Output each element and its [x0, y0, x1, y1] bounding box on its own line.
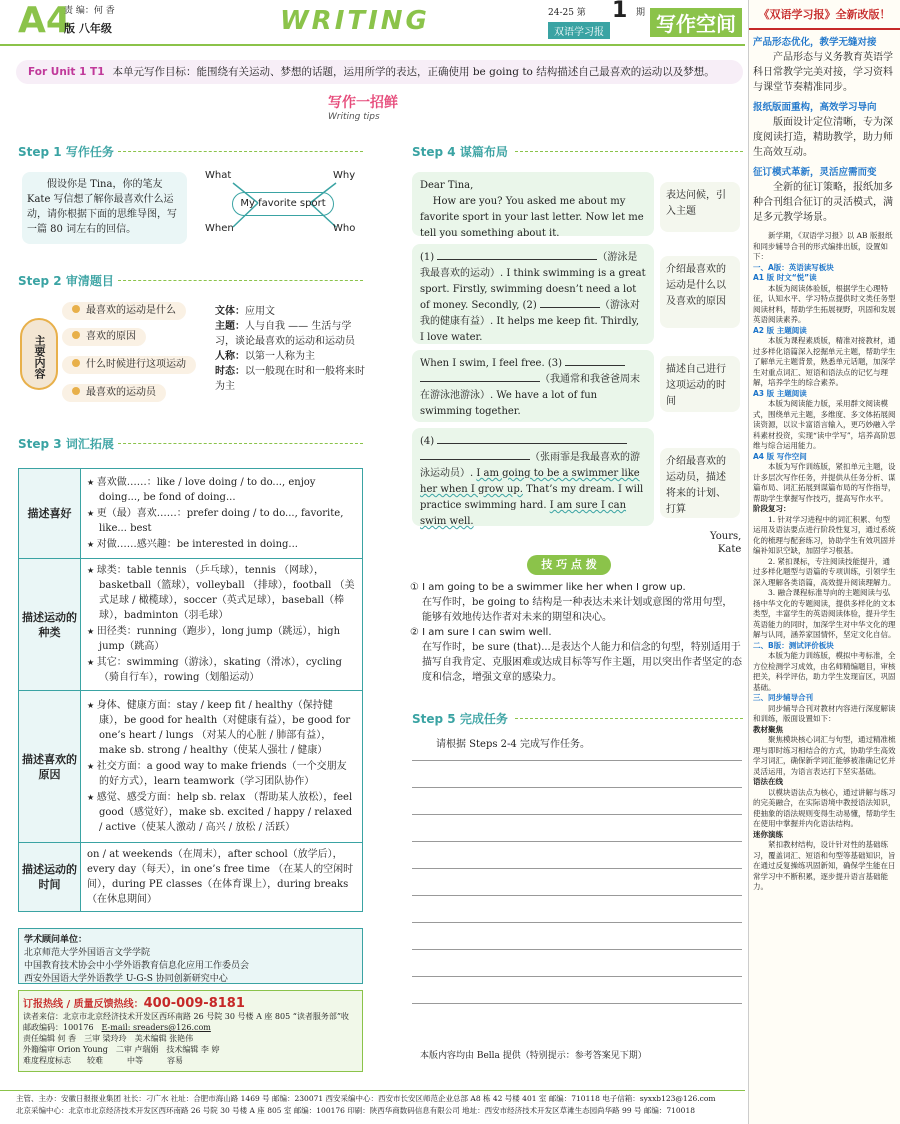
table-row: 描述运动的种类 ★ 球类：table tennis （乒乓球），tennis （网球），basketball（篮球），volleyball （排球），football （美式足球 / 橄榄球），soccer（英式足球），baseball（棒球），badminton（羽毛球） ★ 田径类：running（跑步），long jump（跳远），high jump（跳高） ★ 其它：swimming（游泳），skating（滑冰），cycling（骑自行车），rowing（划船运动）	[19, 559, 363, 691]
skills-body: ① I am going to be a swimmer like her when I grow up. 在写作时，be going to 结构是一种表达未来计划或意图的常用句型，能够有效地传达作者对未来的期望和决心。 ② I am sure I can swim well. 在写作时，be sure (that)...是表达个人能力和信念的句型，特别适用于描写自我肯定、克服困难或达成目标等写作主题，用以突出作者坚定的态度和信念，增强文章的感染力。	[410, 582, 742, 683]
vocab-table	[18, 468, 363, 912]
step1-heading: Step 1 写作任务	[18, 145, 114, 159]
step2-heading: Step 2 审清题目	[18, 274, 114, 288]
issue-number: 1	[612, 0, 628, 23]
row-header: 描述运动的种类	[19, 559, 81, 691]
tips-subtitle: Writing tips	[328, 112, 380, 122]
content-item: 什么时候进行这项运动	[62, 356, 196, 374]
writing-tips-logo	[328, 92, 443, 122]
content-item: 最喜欢的运动员	[62, 384, 166, 402]
divider	[118, 280, 363, 281]
row-header: 描述喜好	[19, 469, 81, 559]
table-row: 描述喜欢的原因 ★ 身体、健康方面：stay / keep fit / healthy（保持健康），be good for health（对健康有益），be good for one’s heart / lungs （对某人的心脏 / 肺部有益），make sb. strong / healthy（使某人强壮 / 健康） ★ 社交方面：a good way to make friends（一个交朋友的好方式），learn teamwork（学习团队协作） ★ 感觉、感受方面：help sb. relax （帮助某人放松），feel good（感觉好），make sb. excited / happy / relaxed / active（使某人激动 / 高兴 / 放松 / 活跃）	[19, 691, 363, 843]
divider	[118, 443, 363, 444]
note-1: 表达问候，引入主题	[660, 182, 740, 232]
step4-heading: Step 4 谋篇布局	[412, 145, 508, 159]
row-header: 描述喜欢的原因	[19, 691, 81, 843]
mind-map-node: When	[205, 223, 234, 234]
table-row: 描述运动的时间 on / at weekends（在周末），after school（放学后），every day（每天），in one’s free time （在某人的空闲时间），during PE classes（在体育课上），during breaks（在休息期间）	[19, 843, 363, 912]
paper-name: 双语学习报	[548, 22, 610, 39]
issue-prefix: 24-25 第	[548, 8, 586, 18]
row-header: 描述运动的时间	[19, 843, 81, 912]
sidebar-notice: 《双语学习报》全新改版！ 产品形态优化，教学无缝对接 产品形态与义务教育英语学科日常教学完美对接，学习资料与课堂节奏精准同步。 报纸版面重构，高效学习导向 版面设计定位清晰，专为深度阅读打造，精助教学，助力师生高效互动。 征订模式革新，灵活应需而变 全新的征订策略，报纸加多种合刊组合征订的灵活模式，满足多元教学场景。 新学期，《双语学习报》以 AB 版报纸和同步辅导合刊的形式编排出版，设置如下： 一、A版：英语读写板块 A1 版 时文“悦”读 本版为阅读体验版，根据学生心理特征，认知水平、学习特点提供时文类任务型阅读材料，帮助学生拓展视野，巩固和发展英语阅读素养。 A2 版 主题阅读 本版为课程素质版，精准对接教材，通过多样化语篇深入挖掘单元主题，帮助学生了解单元主题背景，熟悉单元话题，加深学生对重点词汇、短语和语法点的记忆与理解，培养学生的综合素养。 A3 版 主题阅读 本版为阅读能力版，采用群文阅读模式，围绕单元主题，多维度、多文体拓展阅读资源，以议卡富语言输入，更巧妙融入学科素材投资，实现“读中学写”，培养高阶思维与综合运用能力。 A4 版 写作空间 本版为写作训练版，紧扣单元主题，设计多层次写作任务，并提供从任务分析、谋篇布局、词汇拓展到谋篇布局的写作指导，帮助学生掌握写作技巧，提高写作水平。 阶段复习： 1. 针对学习进程中的词汇积累、句型运用及语法要点进行阶段性复习，通过系统化的梳理与配套练习，协助学生有效巩固并编补知识空缺，加固学习根基。 2. 紧扣课标，专注阅读技能提升，通过多样化题型与语篇的专项训练，引领学生深入理解各类语篇，高效提升阅读理解力。 3. 融合课程标准导向的主题阅读与弘扬中华文化的专题阅读，提供多样化的文本类型，丰富学生的英语阅读体验，提升学生英语能力的同时，加深学生对中华文化的理解与认同，涵养家国情怀，坚定文化自信。 二、B版：测试评价板块 本版为能力训练版，模拟中考标准，全方位检测学习成效，由名师精编题目，审核把关，科学评估，助力学生发现盲区，巩固基础。 三、同步辅导合刊 同步辅导合刊对教材内容进行深度解读和训练，版面设置如下： 教材聚焦 聚焦模块核心词汇与句型，通过精准梳理与即时练习相结合的方式，协助学生高效学习词汇，确保新学词汇能够被准确记忆并灵活运用，为语言表达打下坚实基础。 语法在线 以模块语法点为核心，通过讲解与练习的完美融合，在实际语境中教授语法知识，使抽象的语法规则变得生动易懂，帮助学生在使用中掌握并内化语法结构。 迷你演练 紧扣教材结构，设计针对性的基础练习，覆盖词汇、短语和句型等基础知识，旨在通过反复操练巩固新知，确保学生能在日常学习中不断积累，逐步提升语言基础能力。	[748, 0, 900, 1124]
letter-para-3: (4) （张雨霏是我最喜欢的游泳运动员）. I am going to be a swimmer like her when I grow up. That’s my dream. I will practice swimming hard. I am sure I can swim well.	[412, 428, 654, 526]
unit-goal: 本单元写作目标：能围绕有关运动、梦想的话题，运用所学的表达，正确使用 be going to 结构描述自己最喜欢的运动以及梦想。	[112, 66, 715, 78]
note-4: 介绍最喜欢的运动员，描述将来的计划、打算	[660, 448, 740, 518]
tips-title: 写作一招鲜	[328, 95, 398, 111]
table-row: 描述喜好 ★ 喜欢做……：like / love doing / to do..., enjoy doing..., be fond of doing... ★ 更（最）喜欢……：prefer doing / to do..., favorite, like... best ★ 对做……感兴趣：be interested in doing...	[19, 469, 363, 559]
page-number: A4	[18, 0, 71, 41]
skills-title: 技 巧 点 拨	[527, 555, 611, 575]
mind-map-node: What	[205, 170, 232, 181]
step5-heading: Step 5 完成任务	[412, 712, 508, 726]
unit-label: For Unit 1 T1	[28, 66, 105, 78]
writing-lines[interactable]	[412, 760, 742, 1030]
content-item: 最喜欢的运动是什么	[62, 302, 186, 320]
content-credit: 本版内容均由 Bella 提供（特别提示：参考答案见下期）	[420, 1051, 647, 1061]
page-header	[0, 0, 745, 46]
mind-map-node: Why	[333, 170, 356, 181]
letter-para-2: When I swim, I feel free. (3) （我通常和我爸爸周末在游泳池游泳）. We have a lot of fun swimming together.	[412, 350, 654, 422]
hotline-number: 400-009-8181	[143, 996, 245, 1011]
page-footer: 主管、主办：安徽日报报业集团 社长：刁广水 社址：合肥市海山路 1469 号 邮编：230071 西安采编中心：西安市长安区师范企业总部 A8 栋 42 号楼 401 室 邮编：710118 电子信箱：syxxb123@126.com 北京采编中心：北京市北京经济技术开发区西环南路 26 号院 30 号楼 A 座 805 室 邮编：100176 印刷：陕西华商数码信息有限公司 地址：西安市经济技术开发区草滩生态园尚华路 99 号 邮编：710018	[0, 1090, 745, 1124]
step1-task: 假设你是 Tina，你的笔友 Kate 写信想了解你最喜欢什么运动，请你根据下面的思维导图，写一篇 80 词左右的回信。	[22, 172, 187, 244]
editor: 责 编：何 香	[64, 6, 115, 16]
divider	[515, 718, 743, 719]
letter-opening: Dear Tina, How are you? You asked me about my favorite sport in your last letter. Now let me tell you something about it.	[412, 172, 654, 236]
note-2: 介绍最喜欢的运动是什么以及喜欢的原因	[660, 256, 740, 328]
academic-advisors: 学术顾问单位： 北京师范大学外国语言文学学院 中国教育技术协会中小学外语教育信息化应用工作委员会 西安外国语大学外语教学 U-G-S 协同创新研究中心	[18, 928, 363, 984]
unit-goal-bar	[16, 60, 743, 84]
task-analysis: 文体：应用文 主题：人与自我 —— 生活与学习，谈论最喜欢的运动和运动员 人称：以第一人称为主 时态：以一般现在时和一般将来时为主	[215, 306, 365, 392]
content-item: 喜欢的原因	[62, 328, 146, 346]
hotline-box: 订报热线 / 质量反馈热线：400-009-8181 读者来信：北京市北京经济技术开发区西环南路 26 号院 30 号楼 A 座 805 “读者服务部”收 邮政编码：100176 E-mail: sreaders@126.com 责任编辑 何 香 三审 梁玲玲 美术编辑 张艳伟 外籍编审 Orion Young 二审 卢瑞娟 技术编辑 李 婷 难度程度标志 较难 中等 容易	[18, 990, 363, 1072]
letter-signature: Yours, Kate	[710, 531, 742, 555]
divider	[118, 151, 363, 152]
divider	[515, 151, 743, 152]
mind-map-center: My favorite sport	[232, 192, 334, 216]
letter-para-1: (1) （游泳是我最喜欢的运动）. I think swimming is a great sport. Firstly, swimming doesn’t need a lot of money. Secondly, (2) （游泳对我的健康有益）. It helps me keep fit. Thirdly, I love water.	[412, 244, 654, 344]
step5-task: 请根据 Steps 2-4 完成写作任务。	[436, 739, 590, 750]
step1-name: 写作任务	[65, 145, 114, 159]
step3-heading: Step 3 词汇拓展	[18, 437, 114, 451]
column-name: 写作空间	[650, 8, 742, 37]
section-word: WRITING	[280, 6, 430, 36]
sidebar-title: 《双语学习报》全新改版！	[749, 0, 900, 30]
edition: 版 八年级	[64, 22, 112, 35]
main-content-circle: 主要内容	[20, 318, 58, 390]
mind-map-node: Who	[333, 223, 356, 234]
note-3: 描述自己进行这项运动的时间	[660, 356, 740, 412]
issue-suffix: 期	[636, 8, 646, 18]
